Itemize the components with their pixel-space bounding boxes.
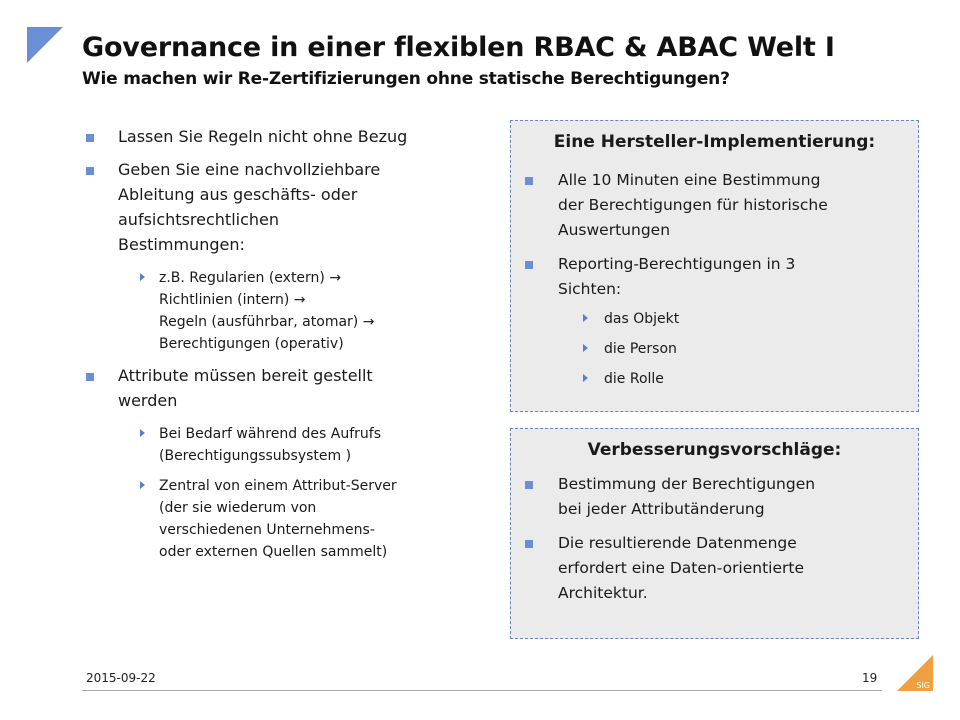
bullet-text-line: Bestimmungen: bbox=[118, 235, 245, 254]
square-bullet-icon bbox=[525, 261, 533, 269]
list-item bbox=[82, 124, 482, 149]
triangle-bullet-icon bbox=[140, 273, 145, 281]
sub-text-line: Zentral von einem Attribut-Server bbox=[159, 478, 397, 494]
bullet-text-line: Architektur. bbox=[558, 584, 648, 602]
bullet-text-line: Attribute müssen bereit gestellt bbox=[118, 366, 373, 385]
corner-triangle-decoration bbox=[27, 27, 63, 63]
bullet-text-line: Bestimmung der Berechtigungen bbox=[558, 475, 816, 493]
page-number: 19 bbox=[862, 671, 878, 685]
right-arrow-icon: → bbox=[329, 270, 342, 286]
improvement-suggestions-box bbox=[510, 428, 919, 639]
bullet-text-line: bei jeder Attributänderung bbox=[558, 500, 765, 518]
sub-text: das Objekt bbox=[604, 311, 680, 327]
left-bullet-list bbox=[82, 124, 482, 563]
title-block bbox=[82, 31, 942, 91]
list-item bbox=[521, 252, 906, 390]
sub-text-line: (Berechtigungssubsystem ) bbox=[159, 448, 352, 464]
sub-list-item bbox=[118, 423, 482, 467]
sub-text-line: verschiedenen Unternehmens- bbox=[159, 522, 375, 538]
bullet-text-line: Sichten: bbox=[558, 280, 622, 298]
square-bullet-icon bbox=[525, 177, 533, 185]
bullet-text: Lassen Sie Regeln nicht ohne Bezug bbox=[118, 127, 408, 146]
right-arrow-icon: → bbox=[293, 292, 306, 308]
sub-list-item bbox=[558, 338, 906, 360]
list-item bbox=[82, 363, 482, 563]
square-bullet-icon bbox=[525, 540, 533, 548]
square-bullet-icon bbox=[86, 373, 94, 381]
sub-text: die Person bbox=[604, 341, 677, 357]
vendor-implementation-box bbox=[510, 120, 919, 412]
triangle-bullet-icon bbox=[140, 429, 145, 437]
sub-bullet-list bbox=[118, 267, 482, 355]
bullet-text-line: Die resultierende Datenmenge bbox=[558, 534, 797, 552]
slide-title: Governance in einer flexiblen RBAC & ABAC Welt I bbox=[82, 32, 835, 63]
sub-text-line: z.B. Regularien (extern) → bbox=[159, 270, 342, 286]
left-column bbox=[82, 124, 482, 571]
square-bullet-icon bbox=[86, 167, 94, 175]
footer-date: 2015-09-22 bbox=[86, 671, 156, 685]
sub-list-item bbox=[558, 368, 906, 390]
sub-text-line: (der sie wiederum von bbox=[159, 500, 317, 516]
svg-text:SIG: SIG bbox=[916, 681, 930, 690]
sub-bullet-list bbox=[558, 308, 906, 390]
sub-list-item bbox=[558, 308, 906, 330]
list-item bbox=[82, 157, 482, 355]
bullet-text-line: der Berechtigungen für historische bbox=[558, 196, 828, 214]
bullet-text-line: Ableitung aus geschäfts- oder bbox=[118, 185, 358, 204]
triangle-bullet-icon bbox=[583, 314, 588, 322]
slide-subtitle: Wie machen wir Re-Zertifizierungen ohne statische Berechtigungen? bbox=[82, 69, 730, 89]
right-arrow-icon: → bbox=[362, 314, 375, 330]
list-item bbox=[521, 168, 906, 243]
box-title: Eine Hersteller-Implementierung: bbox=[553, 132, 876, 152]
triangle-bullet-icon bbox=[583, 344, 588, 352]
list-item bbox=[521, 531, 906, 606]
sub-text-line: Bei Bedarf während des Aufrufs bbox=[159, 426, 382, 442]
triangle-bullet-icon bbox=[583, 374, 588, 382]
sub-text-line: Berechtigungen (operativ) bbox=[159, 336, 344, 352]
box-bullet-list bbox=[521, 168, 906, 390]
bullet-text-line: Auswertungen bbox=[558, 221, 671, 239]
sub-text-line: Regeln (ausführbar, atomar) → bbox=[159, 314, 375, 330]
bullet-text-line: erfordert eine Daten-orientierte bbox=[558, 559, 805, 577]
sub-text-line: oder externen Quellen sammelt) bbox=[159, 544, 388, 560]
bullet-text-line: Alle 10 Minuten eine Bestimmung bbox=[558, 171, 821, 189]
bullet-text-line: werden bbox=[118, 391, 178, 410]
sig-logo-icon bbox=[897, 655, 933, 691]
box-title: Verbesserungsvorschläge: bbox=[587, 440, 842, 460]
bullet-text-line: Geben Sie eine nachvollziehbare bbox=[118, 160, 381, 179]
sub-list-item bbox=[118, 267, 482, 355]
triangle-bullet-icon bbox=[140, 481, 145, 489]
bullet-text-line: Reporting-Berechtigungen in 3 bbox=[558, 255, 796, 273]
square-bullet-icon bbox=[525, 481, 533, 489]
sub-text-line: Richtlinien (intern) → bbox=[159, 292, 306, 308]
sub-bullet-list bbox=[118, 423, 482, 563]
square-bullet-icon bbox=[86, 134, 94, 142]
box-bullet-list bbox=[521, 472, 906, 606]
sub-text: die Rolle bbox=[604, 371, 664, 387]
list-item bbox=[521, 472, 906, 522]
bullet-text-line: aufsichtsrechtlichen bbox=[118, 210, 279, 229]
footer-divider bbox=[82, 690, 882, 691]
sub-list-item bbox=[118, 475, 482, 563]
